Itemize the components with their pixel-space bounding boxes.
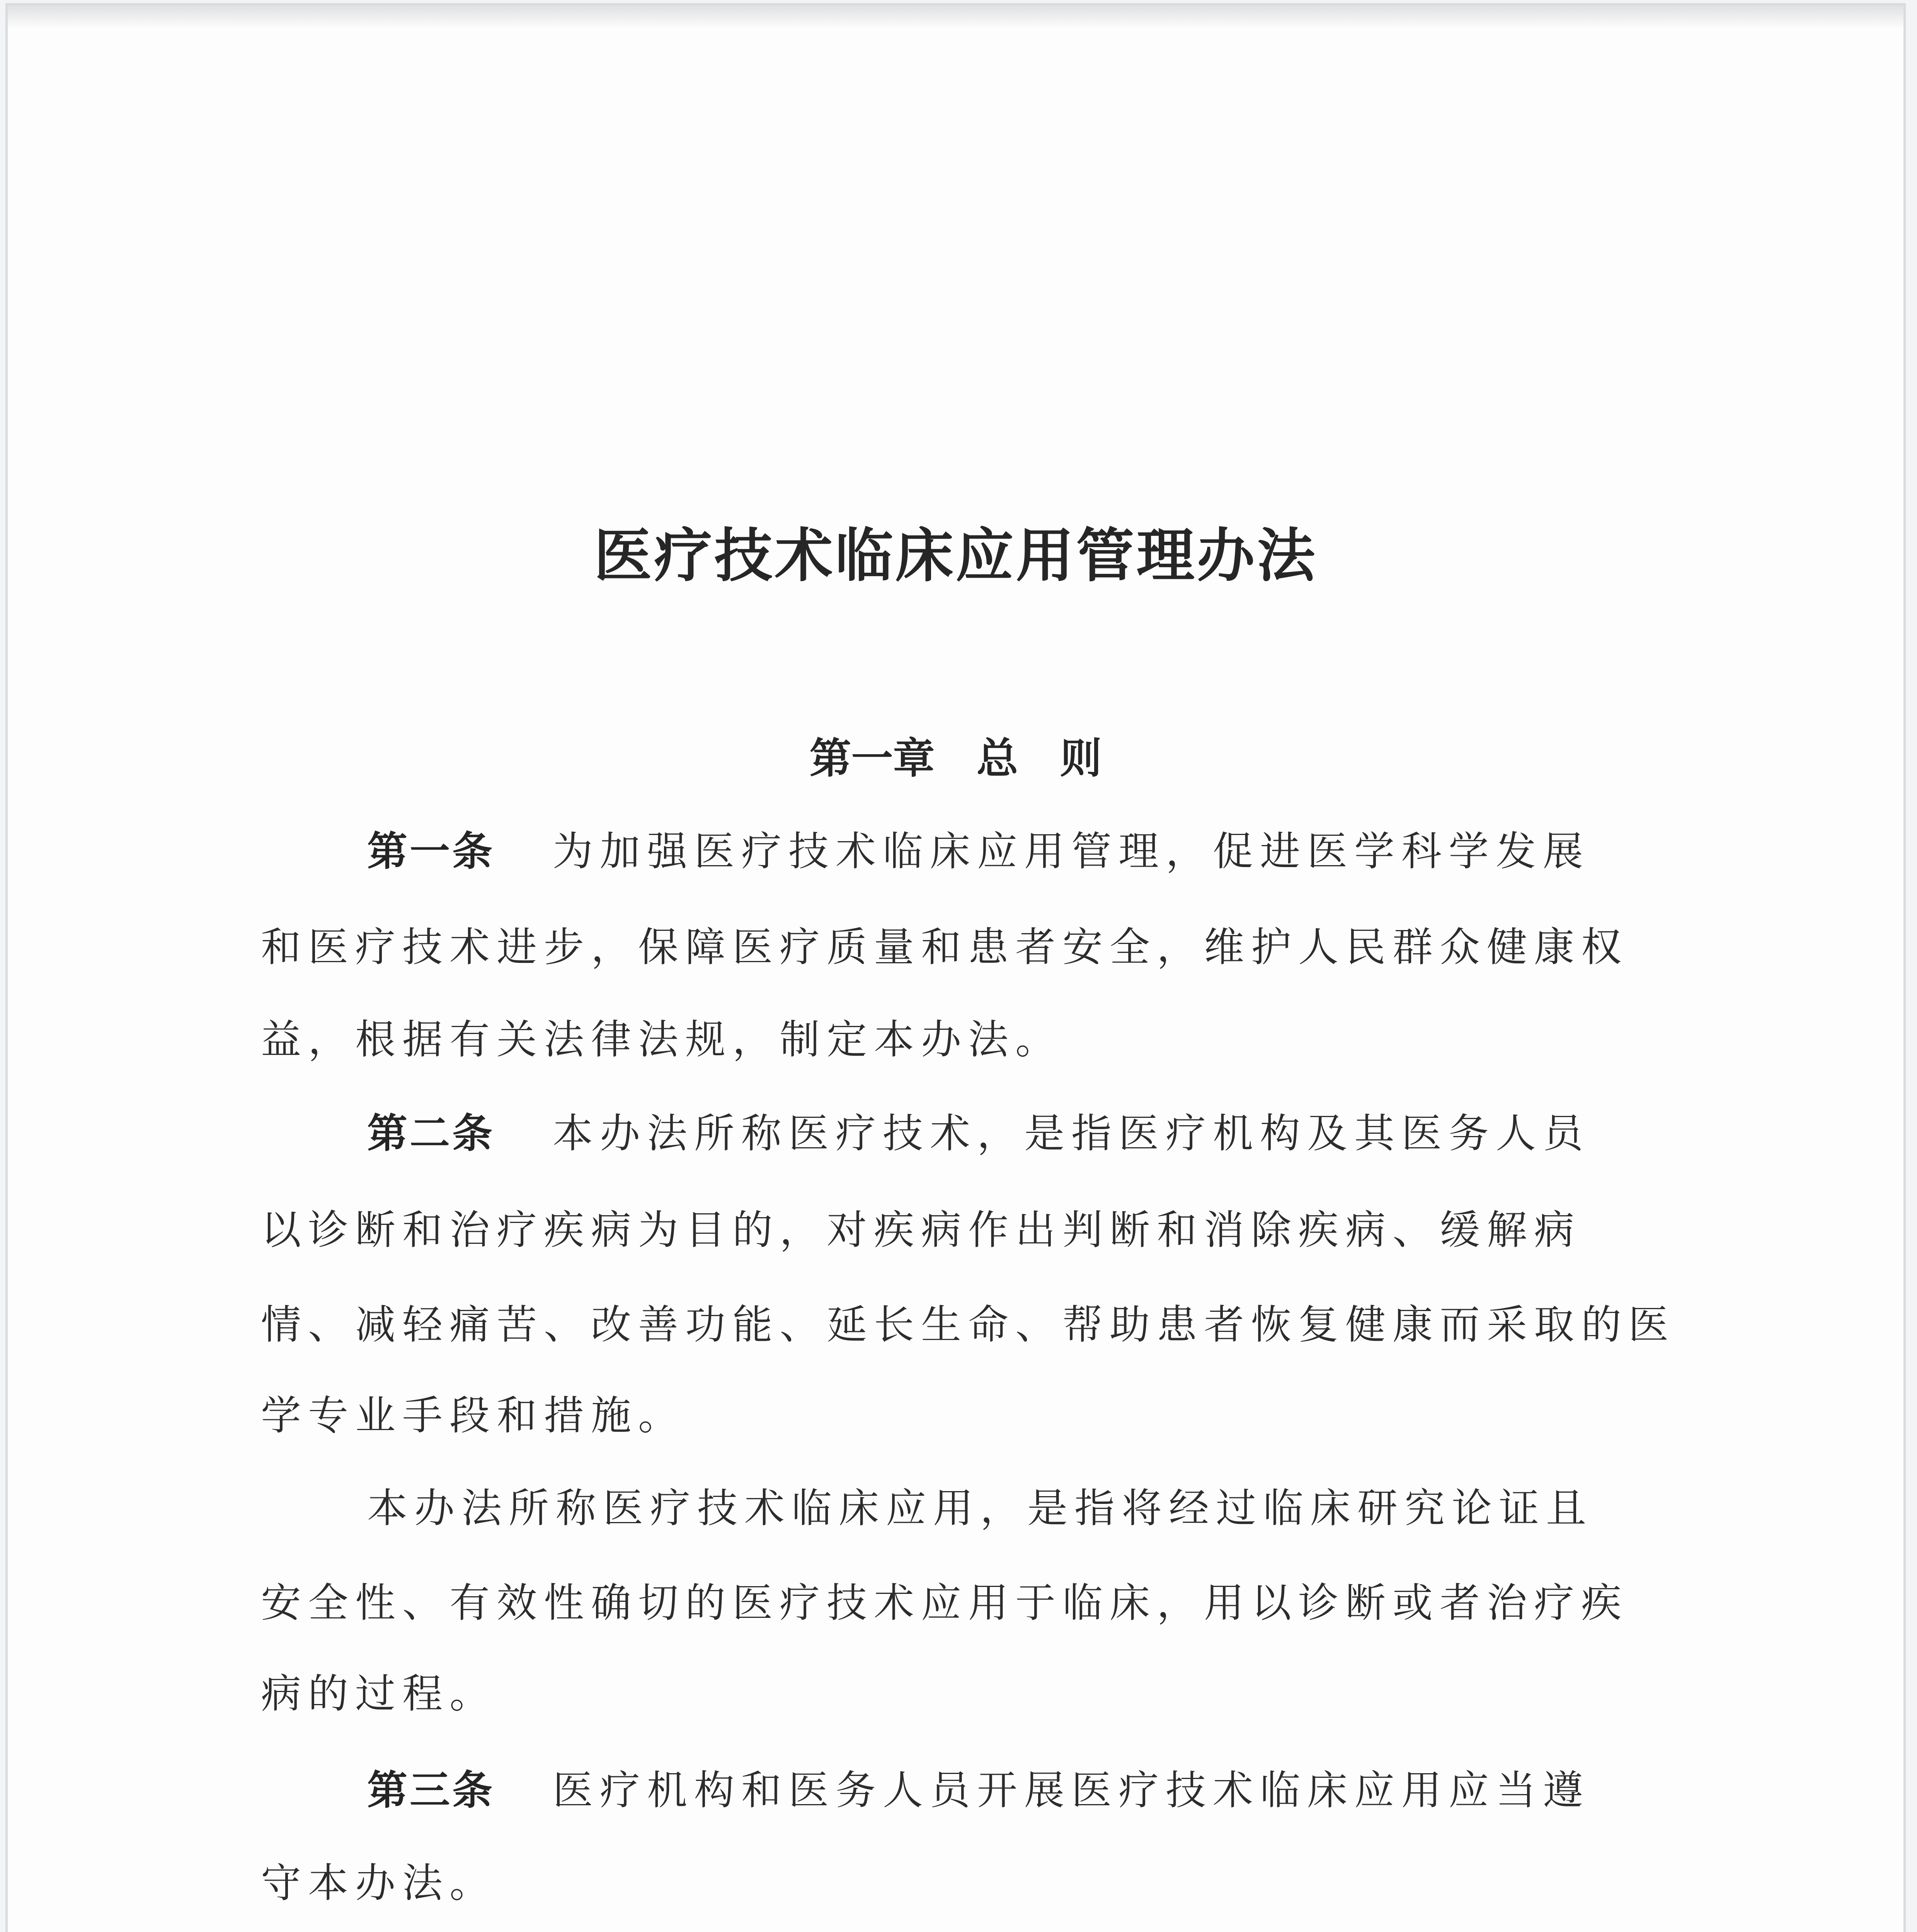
line-text: 本办法所称医疗技术临床应用，是指将经过临床研究论证且 [367, 1485, 1594, 1532]
body-line [261, 1580, 1691, 1626]
line-text: 医疗机构和医务人员开展医疗技术临床应用应当遵 [553, 1767, 1590, 1814]
body-line [261, 1207, 1691, 1253]
body-line [367, 1767, 1797, 1814]
body-line [261, 1302, 1691, 1348]
line-text: 安全性、有效性确切的医疗技术应用于临床，用以诊断或者治疗疾 [261, 1579, 1629, 1626]
line-text: 为加强医疗技术临床应用管理，促进医学科学发展 [553, 828, 1590, 875]
body-line [367, 1485, 1797, 1532]
body-line [261, 924, 1691, 971]
line-text: 以诊断和治疗疾病为目的，对疾病作出判断和消除疾病、缓解病 [261, 1206, 1582, 1253]
body-line [261, 1393, 1691, 1439]
body-line [367, 1111, 1797, 1157]
line-text: 和医疗技术进步，保障医疗质量和患者安全，维护人民群众健康权 [261, 923, 1629, 971]
line-text: 病的过程。 [261, 1670, 497, 1717]
body-line [261, 1017, 1691, 1063]
body-line [261, 1671, 1691, 1717]
line-text: 守本办法。 [261, 1859, 497, 1906]
document-title: 医疗技术临床应用管理办法 [594, 522, 1318, 590]
article-number: 第二条 [367, 1110, 495, 1157]
chapter-title: 第一章 总 则 [809, 735, 1102, 783]
scan-edge-shadow [8, 5, 1903, 29]
document-page [8, 5, 1903, 1932]
article-number: 第一条 [367, 828, 495, 875]
body-line [261, 1860, 1691, 1906]
line-text: 学专业手段和措施。 [261, 1392, 686, 1439]
article-number: 第三条 [367, 1767, 495, 1814]
line-text: 情、减轻痛苦、改善功能、延长生命、帮助患者恢复健康而采取的医 [261, 1301, 1676, 1348]
line-text: 本办法所称医疗技术，是指医疗机构及其医务人员 [553, 1110, 1590, 1157]
line-text: 益，根据有关法律法规，制定本办法。 [261, 1016, 1063, 1063]
body-line [367, 828, 1797, 875]
